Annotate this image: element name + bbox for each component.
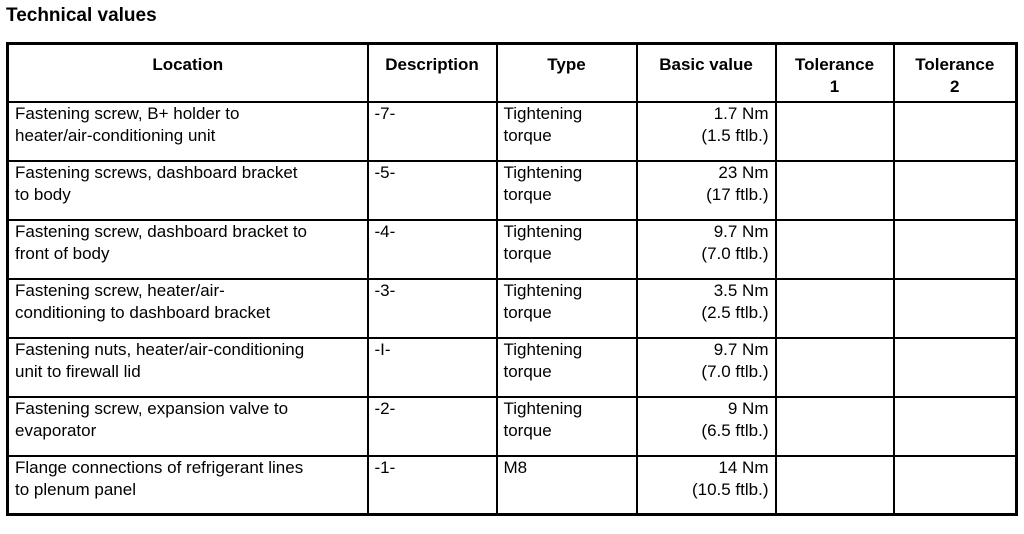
type-cell: Tightening torque — [497, 161, 637, 220]
column-header-tolerance-1: Tolerance 1 — [776, 44, 894, 102]
type-cell: M8 — [497, 456, 637, 515]
basic-value-cell: 9.7 Nm (7.0 ftlb.) — [637, 338, 776, 397]
description-cell: -5- — [368, 161, 497, 220]
description-cell: -3- — [368, 279, 497, 338]
location-cell: Fastening screw, B+ holder to heater/air-conditioning unit — [8, 102, 368, 161]
basic-value-cell: 23 Nm (17 ftlb.) — [637, 161, 776, 220]
table-row — [8, 220, 1017, 279]
tolerance-1-cell — [776, 456, 894, 515]
table-row — [8, 338, 1017, 397]
table-row — [8, 102, 1017, 161]
tolerance-1-cell — [776, 279, 894, 338]
type-cell: Tightening torque — [497, 279, 637, 338]
table-row — [8, 161, 1017, 220]
basic-value-cell: 9 Nm (6.5 ftlb.) — [637, 397, 776, 456]
location-cell: Fastening screw, heater/air- conditioning to dashboard bracket — [8, 279, 368, 338]
tolerance-1-cell — [776, 220, 894, 279]
table-header-row — [8, 44, 1017, 102]
tolerance-2-cell — [894, 397, 1017, 456]
description-cell: -7- — [368, 102, 497, 161]
column-header-basic-value: Basic value — [637, 44, 776, 102]
tolerance-1-cell — [776, 102, 894, 161]
location-cell: Flange connections of refrigerant lines to plenum panel — [8, 456, 368, 515]
location-cell: Fastening screw, expansion valve to evaporator — [8, 397, 368, 456]
column-header-description: Description — [368, 44, 497, 102]
description-cell: -4- — [368, 220, 497, 279]
description-cell: -I- — [368, 338, 497, 397]
tolerance-1-cell — [776, 338, 894, 397]
column-header-type: Type — [497, 44, 637, 102]
tolerance-2-cell — [894, 456, 1017, 515]
type-cell: Tightening torque — [497, 338, 637, 397]
tolerance-2-cell — [894, 102, 1017, 161]
basic-value-cell: 3.5 Nm (2.5 ftlb.) — [637, 279, 776, 338]
location-cell: Fastening screws, dashboard bracket to body — [8, 161, 368, 220]
column-header-location: Location — [8, 44, 368, 102]
description-cell: -2- — [368, 397, 497, 456]
type-cell: Tightening torque — [497, 220, 637, 279]
table-row — [8, 397, 1017, 456]
location-cell: Fastening nuts, heater/air-conditioning unit to firewall lid — [8, 338, 368, 397]
tolerance-2-cell — [894, 161, 1017, 220]
description-cell: -1- — [368, 456, 497, 515]
technical-values-table — [6, 42, 1018, 516]
basic-value-cell: 14 Nm (10.5 ftlb.) — [637, 456, 776, 515]
type-cell: Tightening torque — [497, 397, 637, 456]
tolerance-1-cell — [776, 397, 894, 456]
table-row — [8, 456, 1017, 515]
basic-value-cell: 9.7 Nm (7.0 ftlb.) — [637, 220, 776, 279]
tolerance-2-cell — [894, 338, 1017, 397]
basic-value-cell: 1.7 Nm (1.5 ftlb.) — [637, 102, 776, 161]
tolerance-1-cell — [776, 161, 894, 220]
tolerance-2-cell — [894, 279, 1017, 338]
page-title: Technical values — [6, 5, 157, 26]
type-cell: Tightening torque — [497, 102, 637, 161]
tolerance-2-cell — [894, 220, 1017, 279]
location-cell: Fastening screw, dashboard bracket to front of body — [8, 220, 368, 279]
column-header-tolerance-2: Tolerance 2 — [894, 44, 1017, 102]
table-row — [8, 279, 1017, 338]
